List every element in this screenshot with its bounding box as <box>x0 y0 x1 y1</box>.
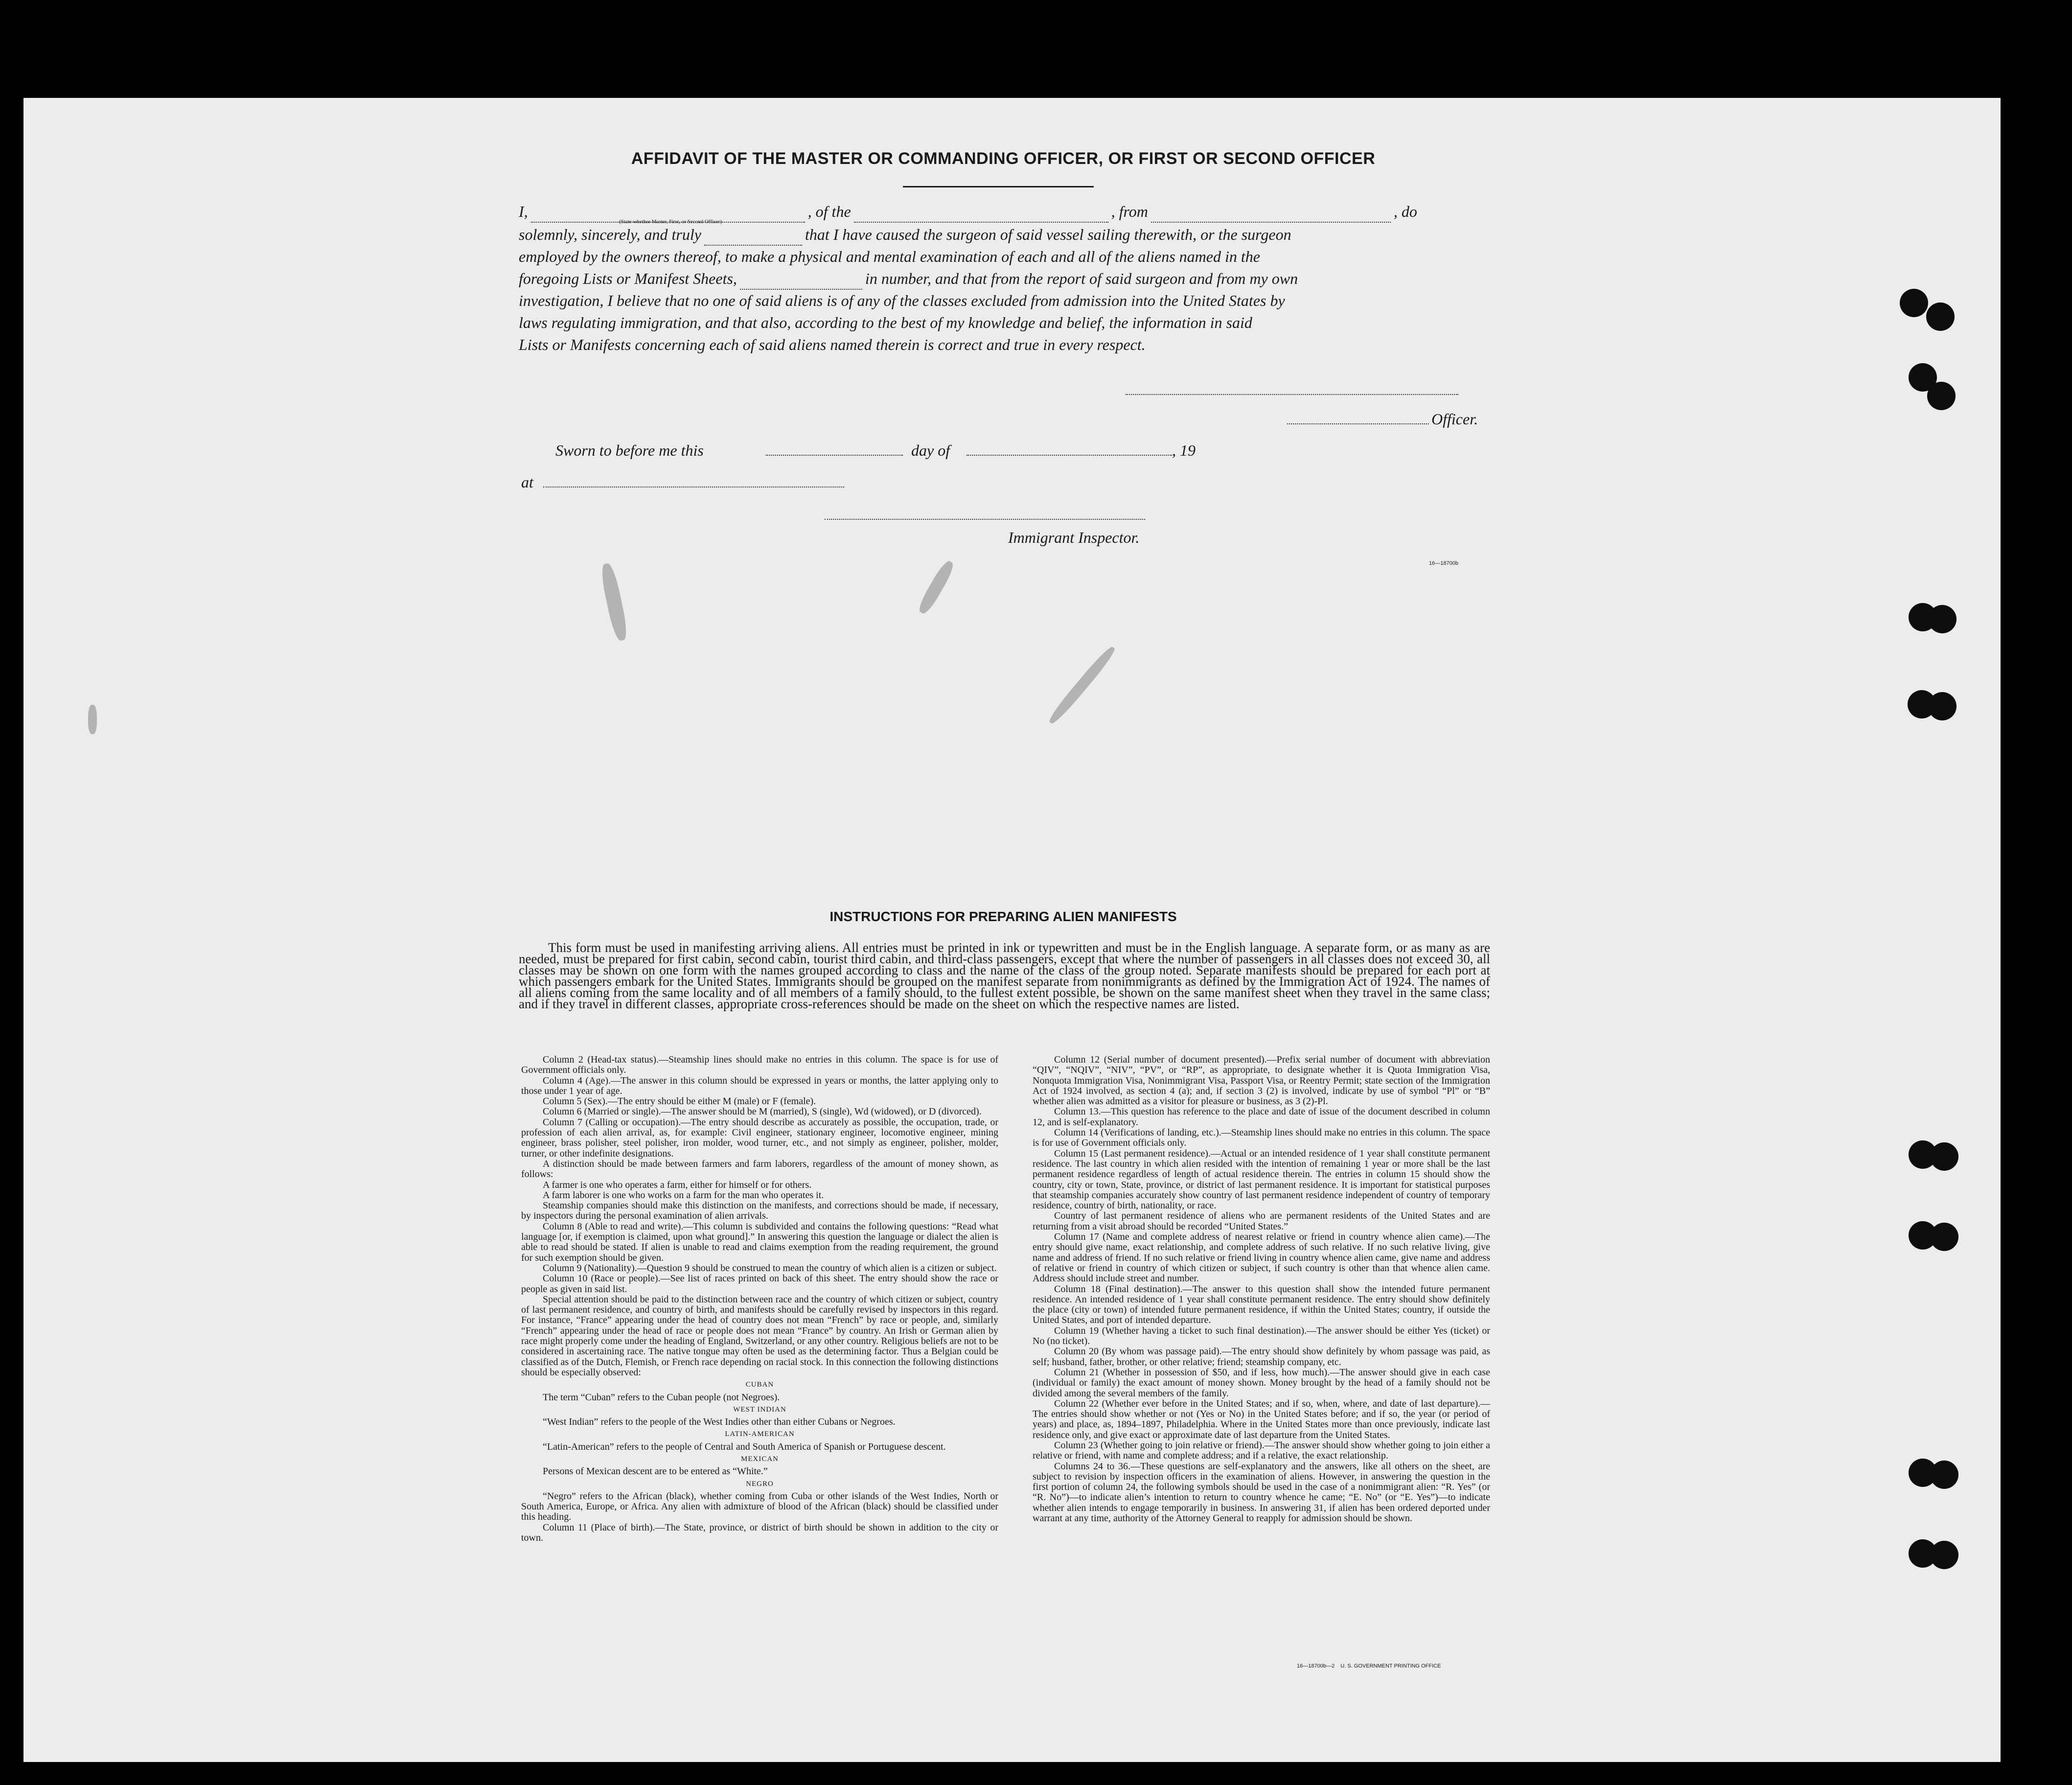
inspector-label: Immigrant Inspector. <box>1008 529 1140 546</box>
sworn-month-blank[interactable] <box>967 443 1172 456</box>
affidavit-line-2 <box>519 224 1502 246</box>
oath-blank[interactable] <box>704 231 802 246</box>
officer-note: (State whether Master, First, or Second Officer) <box>619 219 722 225</box>
mexican-text: Persons of Mexican descent are to be entered as “White.” <box>543 1466 768 1477</box>
mexican-heading: MEXICAN <box>741 1455 779 1463</box>
col-12-text: Column 12 (Serial number of document presented).—Prefix serial number of document with abbreviation “QIV”, “NQIV”, “NIV”, “PV”, or “RP”, as appropriate, to designate whether it is Quota Immigration Visa, Nonquota Immigration Visa, Nonimmigrant Visa, Passport Visa, or Reentry Permit; state section of the Immigration Act of 1924 involved, as section 4 (a); and, if section 3 (2) is involved, indicate by use of symbol “Pl” or “B” whether alien was admitted as a visitor for pleasure or business, as 3 (2)-Pl. <box>1033 1054 1490 1107</box>
from-port-blank[interactable] <box>1151 208 1391 223</box>
affidavit-line-6: laws regulating immigration, and that also, according to the best of my knowledge and belief, the information in said <box>519 314 1252 331</box>
punch-hole <box>1930 1541 1958 1569</box>
solemnly-rest: that I have caused the surgeon of said vessel sailing therewith, or the surgeon <box>805 226 1291 243</box>
cuban-heading: CUBAN <box>745 1381 774 1389</box>
printing-office-footer: 16—18700b—2 U. S. GOVERNMENT PRINTING OFFICE <box>1297 1663 1441 1669</box>
col-10-text: Column 10 (Race or people).—See list of races printed on back of this sheet. The entry should show the race or people as given in said list. <box>521 1273 998 1295</box>
sworn-label: Sworn to before me this <box>555 441 704 459</box>
form-number: 16—18700b <box>1429 560 1458 566</box>
sworn-day-blank[interactable] <box>766 443 903 456</box>
col-18-text: Column 18 (Final destination).—The answer to this question shall show the intended future permanent residence. An intended residence of 1 year shall constitute permanent residence. The entry should show definitely the place (city or town) of intended future permanent residence, if within the United States; country, if outside the United States, and port of intended departure. <box>1033 1283 1490 1326</box>
farm-laborer-def-text: A farm laborer is one who works on a farm for the man who operates it. <box>543 1189 824 1201</box>
farmer-def-text: A farmer is one who operates a farm, either for himself or for others. <box>543 1179 812 1190</box>
col-23-text: Column 23 (Whether going to join relative or friend).—The answer should show whether going to join either a relative or friend, with name and complete address; and if a relative, the exact relationship. <box>1033 1439 1490 1461</box>
col-13-text: Column 13.—This question has reference to the place and date of issue of the document described in column 12, and is self-explanatory. <box>1033 1106 1490 1128</box>
line4-start: foregoing Lists or Manifest Sheets, <box>519 270 737 287</box>
col-21-text: Column 21 (Whether in possession of $50, and if less, how much).—The answer should give in each case (individual or family) the exact amount of money shown. Money brought by the head of a family should not be divided among the several members of the family. <box>1033 1367 1490 1399</box>
title-underline <box>903 186 1094 187</box>
latin-american-text: “Latin-American” refers to the people of Central and South America of Spanish or Portuguese descent. <box>543 1441 946 1452</box>
col-7-text: Column 7 (Calling or occupation).—The entry should describe as accurately as possible, the occupation, trade, or profession of each alien arrival, as, for example: Civil engineer, stationary engineer, locomotive engineer, mining engineer, brass polisher, steel polisher, iron molder, wood turner, etc., and not simply as engineer, polisher, molder, turner, or other indefinite designations. <box>521 1116 998 1159</box>
affidavit-body <box>519 201 1502 356</box>
from-label: , from <box>1111 203 1148 220</box>
at-place-blank[interactable] <box>543 475 844 487</box>
officer-signature-blank[interactable] <box>1287 413 1429 424</box>
punch-hole <box>1928 605 1957 633</box>
do-label: , do <box>1393 203 1417 220</box>
west-indian-text: “West Indian” refers to the people of the West Indies other than either Cubans or Negroes. <box>543 1416 896 1428</box>
latin-american-heading: LATIN-AMERICAN <box>725 1430 795 1438</box>
affidavit-line-7: Lists or Manifests concerning each of said aliens named therein is correct and true in every respect. <box>519 336 1146 353</box>
instructions-title: INSTRUCTIONS FOR PREPARING ALIEN MANIFESTS <box>829 909 1177 924</box>
affidavit-line-4 <box>519 268 1502 290</box>
cuban-text: The term “Cuban” refers to the Cuban people (not Negroes). <box>543 1391 780 1403</box>
year-label: , 19 <box>1172 441 1196 459</box>
vessel-name-blank[interactable] <box>854 208 1108 223</box>
i-label: I, <box>519 203 528 220</box>
instructions-right-column <box>1033 1055 1490 1524</box>
negro-text: “Negro” refers to the African (black), whether coming from Cuba or other islands of the West Indies, North or South America, Europe, or Africa. Any alien with admixture of blood of the African (black) should be classified under this heading. <box>521 1490 998 1523</box>
col-4-text: Column 4 (Age).—The answer in this column should be expressed in years or months, the latter applying only to those under 1 year of age. <box>521 1075 998 1096</box>
punch-hole <box>1927 382 1956 410</box>
col-9-text: Column 9 (Nationality).—Question 9 should be construed to mean the country of which alien is a citizen or subject. <box>543 1262 997 1274</box>
col-22-text: Column 22 (Whether ever before in the United States; and if so, when, where, and date of last departure).—The entries should show whether or not (Yes or No) in the United States before; and if so, the year (or period of years) and place, as, 1894–1897, Philadelphia. Where in the United States more than once previously, indicate last residence only, and give exact or approximate date of last departure from the United States. <box>1033 1398 1490 1440</box>
affidavit-line-3: employed by the owners thereof, to make a physical and mental examination of each and all of the aliens named in the <box>519 248 1260 265</box>
col-17-text: Column 17 (Name and complete address of nearest relative or friend in country whence alien came).—The entry should give name, exact relationship, and complete address of such relative. If no such relative living, give name and address of friend. If no such relative or friend living in country whence alien came, give name and address of relative or friend in country of which citizen or subject, if such country is other than that whence alien came. Address should include street and number. <box>1033 1231 1490 1284</box>
line4-end: in number, and that from the report of said surgeon and from my own <box>865 270 1298 287</box>
col-15-text: Column 15 (Last permanent residence).—Actual or an intended residence of 1 year shall constitute permanent residence. The last country in which alien resided with the intention of remaining 1 year or more shall be the last permanent residence regardless of length of actual residence therein. The entries in column 15 should show the country, city or town, State, province, or district of last permanent residence. It is important for statistical purposes that steamship companies accurately show country of last permanent residence independent of country of temporary residence, country of birth, nationality, or race. <box>1033 1148 1490 1211</box>
col-5-text: Column 5 (Sex).—The entry should be either M (male) or F (female). <box>543 1096 816 1107</box>
ink-smudge <box>88 705 97 734</box>
inspector-signature-line[interactable] <box>825 519 1145 520</box>
punch-hole <box>1930 1223 1958 1251</box>
punch-hole <box>1928 692 1957 720</box>
solemnly-text: solemnly, sincerely, and truly <box>519 226 701 243</box>
col-20-text: Column 20 (By whom was passage paid).—The entry should show definitely by whom passage was paid, as self; husband, father, brother, or other relative; friend; steamship company, etc. <box>1033 1346 1490 1368</box>
instructions-intro: This form must be used in manifesting arriving aliens. All entries must be printed in ink or typewritten and must be in the English language. A separate form, or as many as are needed, must be prepared for first cabin, second cabin, tourist third cabin, and third-class passengers, except that where the number of passengers in all classes does not exceed 30, all classes may be shown on one form with the names grouped according to class and the name of the class of the group noted. Separate manifests should be prepared for each port at which passengers embark for the United States. Immigrants should be grouped on the manifest separate from nonimmigrants as defined by the Immigration Act of 1924. The names of all aliens coming from the same locality and of all members of a family should, to the fullest extent possible, be shown on the same manifest sheet when they travel in the same class; and if they travel in different classes, appropriate cross-references should be made on the sheet on which the respective names are listed. <box>519 940 1490 1011</box>
officer-label: Officer. <box>1431 410 1478 428</box>
negro-heading: NEGRO <box>746 1480 774 1488</box>
at-label: at <box>521 473 533 491</box>
col-24-36-text: Columns 24 to 36.—These questions are self-explanatory and the answers, like all others on the sheet, are subject to revision by inspection officers in the examination of aliens. However, in answering the question in the first portion of column 24, the following symbols should be used in the case of a nonimmigrant alien: “R. Yes” (or “R. No”)—to indicate alien’s intention to return to country whence he came; “E. No” (or “E. Yes”)—to indicate whether alien intends to engage temporarily in business. In answering 31, if alien has been ordered deported under warrant at any time, authority of the Attorney General to reapply for admission should be shown. <box>1033 1460 1490 1524</box>
instructions-left-column <box>521 1055 998 1543</box>
signature-line[interactable] <box>1126 394 1458 395</box>
of-the-label: , of the <box>807 203 851 220</box>
col-8-text: Column 8 (Able to read and write).—This column is subdivided and contains the following questions: “Read what language [or, if exemption is claimed, upon what ground].” In answering this question the language or dialect the alien is able to read should be stated. If alien is unable to read and claims exemption from the reading requirement, the ground for such exemption should be given. <box>521 1221 998 1263</box>
punch-hole <box>1930 1142 1958 1171</box>
west-indian-heading: WEST INDIAN <box>733 1405 786 1414</box>
farmer-distinction-text: A distinction should be made between farmers and farm laborers, regardless of the amount of money shown, as follows: <box>521 1158 998 1180</box>
punch-hole <box>1930 1460 1958 1489</box>
punch-hole <box>1900 289 1928 317</box>
affidavit-line-5: investigation, I believe that no one of said aliens is of any of the classes excluded from admission into the United States by <box>519 292 1285 309</box>
race-attention-text: Special attention should be paid to the distinction between race and the country of which citizen or subject, country of last permanent residence, and country of birth, and manifests should be carefully revised by inspectors in this regard. For instance, “France” appearing under the head of country does not mean “French” by race or people, and, similarly “French” appearing under the head of race or people does not mean “France” by country. An Irish or German alien by race might properly come under the heading of England, Switzerland, or any other country. Religious beliefs are not to be considered in ascertaining race. The native tongue may often be used as the determining factor. Thus a Belgian could be classified as of the Dutch, Flemish, or French race depending on racial stock. In this connection the following distinctions should be especially observed: <box>521 1294 998 1378</box>
sheet-count-blank[interactable] <box>740 275 862 290</box>
punch-hole <box>1926 302 1955 331</box>
us-residence-text: Country of last permanent residence of aliens who are permanent residents of the United States and are returning from a visit abroad should be recorded “United States.” <box>1033 1210 1490 1232</box>
steamship-note-text: Steamship companies should make this distinction on the manifests, and corrections should be made, if necessary, by inspectors during the personal examination of alien arrivals. <box>521 1200 998 1222</box>
day-of-label: day of <box>911 441 950 459</box>
col-6-text: Column 6 (Married or single).—The answer should be M (married), S (single), Wd (widowed), or D (divorced). <box>543 1106 982 1117</box>
col-2-text: Column 2 (Head-tax status).—Steamship lines should make no entries in this column. The space is for use of Government officials only. <box>521 1054 998 1076</box>
affidavit-title: AFFIDAVIT OF THE MASTER OR COMMANDING OFFICER, OR FIRST OR SECOND OFFICER <box>631 149 1376 168</box>
col-19-text: Column 19 (Whether having a ticket to such final destination).—The answer should be either Yes (ticket) or No (no ticket). <box>1033 1325 1490 1347</box>
col-11-text: Column 11 (Place of birth).—The State, province, or district of birth should be shown in addition to the city or town. <box>521 1522 998 1544</box>
col-14-text: Column 14 (Verifications of landing, etc.).—Steamship lines should make no entries in this column. The space is for use of Government officials only. <box>1033 1127 1490 1149</box>
